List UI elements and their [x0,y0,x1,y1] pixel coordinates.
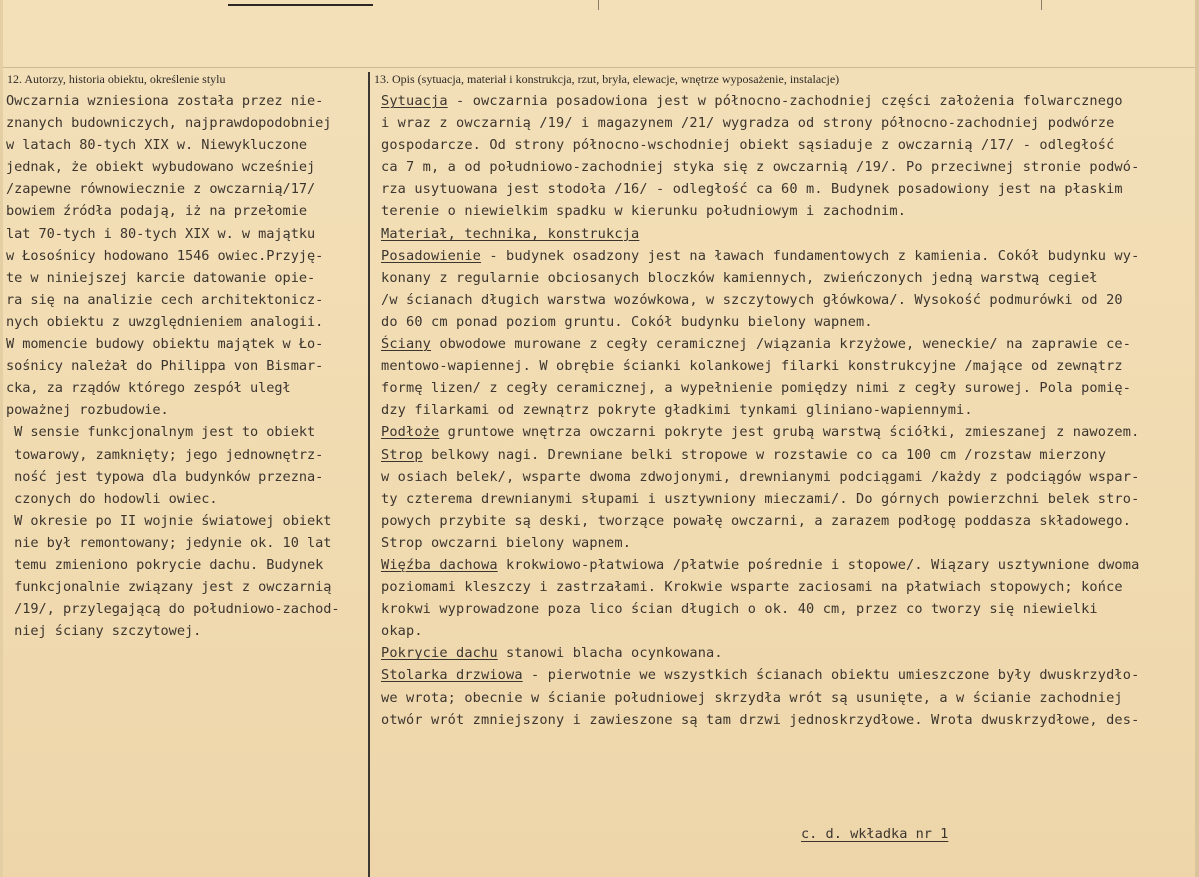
line-text: mentowo-wapiennej. W obrębie ścianki kolankowej filarki konstrukcyjne /mające od zewnątrz [381,358,1123,375]
line-text: - budynek osadzony jest na ławach fundamentowych z kamienia. Cokół budynku wy- [481,247,1140,264]
line-text: dzy filarkami od zewnątrz pokryte gładkimi tynkami gliniano-wapiennymi. [381,402,973,419]
section-13-line [381,642,1193,664]
subsection-heading: Pokrycie dachu [381,645,498,662]
section-12-line: te w niniejszej karcie datowanie opie- [6,269,316,286]
section-12-line: /zapewne równowiecznie z owczarnią/17/ [6,181,316,198]
top-tick-mark [1041,0,1042,10]
section-12-line: cka, za rządów którego zespół uległ [6,380,291,397]
section-13-line [381,510,1193,532]
section-13-line [381,532,1193,554]
section-13-line [381,598,1193,620]
section-13-line [381,554,1193,576]
header-rule [3,67,1195,68]
subsection-heading: Ściany [381,336,432,353]
section-12-line: W okresie po II wojnie światowej obiekt [6,512,332,529]
section-13-line [381,355,1193,377]
section-13-line [381,709,1193,731]
subsection-heading: Stolarka drzwiowa [381,667,523,684]
line-text: obwodowe murowane z cegły ceramicznej /wiązania krzyżowe, weneckie/ na zaprawie ce- [431,336,1132,353]
line-text: krokwi wyprowadzone poza lico ścian długich o ok. 40 cm, przez co tworzy się niewielki [381,601,1098,618]
section-13-line [381,488,1193,510]
section-12-line: W sensie funkcjonalnym jest to obiekt [6,424,316,441]
subsection-heading: Podłoże [381,424,440,441]
section-12-line: /19/, przylegającą do południowo-zachod- [6,601,340,618]
section-13-line [381,200,1193,222]
line-text: do 60 cm ponad poziom gruntu. Cokół budynku bielony wapnem. [381,313,873,330]
section-13-line [381,399,1193,421]
section-13-line [381,223,1193,245]
line-text: Strop owczarni bielony wapnem. [381,534,632,551]
section-12-line: towarowy, zamknięty; jego jednownętrz- [6,446,324,463]
section-12-line: funkcjonalnie związany jest z owczarnią [6,579,332,596]
line-text: formę lizen/ z cegły ceramicznej, a wypełnienie pomiędzy nimi z cegły surowej. Pola pomię- [381,380,1132,397]
section-12-line: ność jest typowa dla budynków przezna- [6,468,324,485]
line-text: ca 7 m, a od południowo-zachodniej styka się z owczarnią /19/. Po przeciwnej stronie podwó- [381,159,1140,176]
top-tick-mark [598,0,599,10]
line-text: okap. [381,623,423,640]
subsection-heading: Strop [381,446,423,463]
section-12-line: poważnej rozbudowie. [6,402,169,419]
line-text: - owczarnia posadowiona jest w północno-zachodniej części założenia folwarcznego [447,93,1123,109]
section-13-line [381,664,1193,686]
section-12-line: w Łosośnicy hodowano 1546 owiec.Przyję- [6,247,324,264]
section-13-line [381,112,1193,134]
line-text: gospodarcze. Od strony północno-wschodniej obiekt sąsiaduje z owczarnią /17/ - odległość [381,137,1115,154]
section-12-body [6,90,366,642]
line-text: krokwiowo-płatwiowa /płatwie pośrednie i stopowe/. Wiązary usztywnione dwoma [497,556,1140,573]
subsection-heading: Posadowienie [381,247,482,264]
subsection-heading: Materiał, technika, konstrukcja [381,225,640,242]
line-text: w osiach belek/, wsparte dwoma zdwojonymi, drewnianymi podciągami /każdy z podciągów wspar- [381,468,1140,485]
section-12-line: W momencie budowy obiektu majątek w Ło- [6,336,324,353]
section-13-line [381,90,1193,112]
section-13-heading: 13. Opis (sytuacja, materiał i konstrukcja, rzut, bryła, elewacje, wnętrze wyposażenie, instalacje) [374,72,840,86]
section-13-line [381,620,1193,642]
section-13-line [381,687,1193,709]
subsection-heading: Więźba dachowa [381,556,498,573]
section-13-line [381,377,1193,399]
section-13-line [381,311,1193,333]
section-12-line: w latach 80-tych XIX w. Niewykluczone [6,137,307,154]
line-text: ty czterema drewnianymi słupami i usztywniony mieczami/. Do górnych powierzchni belek stro- [381,490,1140,507]
section-12-line: ra się na analizie cech architektonicz- [6,291,324,308]
section-13-line [381,576,1193,598]
section-13-line [381,134,1193,156]
section-13-line [381,156,1193,178]
line-text: rza usytuowana jest stodoła /16/ - odległość ca 60 m. Budynek posadowiony jest na płaskim [381,181,1123,198]
line-text: otwór wrót zmniejszony i zawieszone są tam drzwi jednoskrzydłowe. Wrota dwuskrzydłowe, des- [381,711,1140,728]
line-text: gruntowe wnętrza owczarni pokryte jest grubą warstwą ściółki, zmieszanej z nawozem. [439,424,1140,441]
top-rule [228,4,373,6]
section-13-line [381,444,1193,466]
section-12-line: nie był remontowany; jedynie ok. 10 lat [6,534,332,551]
section-12-heading: 12. Autorzy, historia obiektu, określenie stylu [7,72,226,86]
line-text: i wraz z owczarnią /19/ i magazynem /21/ wygradza od strony północno-zachodniej podwórze [381,115,1115,132]
line-text: powych przybite są deski, tworzące powałę owczarni, a zarazem podłogę poddasza składowego. [381,512,1132,529]
line-text: - pierwotnie we wszystkich ścianach obiektu umieszczone były dwuskrzydło- [522,667,1140,684]
line-text: terenie o niewielkim spadku w kierunku południowym i zachodnim. [381,203,907,220]
section-12-line: jednak, że obiekt wybudowano wcześniej [6,159,316,176]
section-12-line: znanych budowniczych, najprawdopodobniej [6,115,332,132]
line-text: stanowi blacha ocynkowana. [497,645,723,662]
line-text: we wrota; obecnie w ścianie południowej skrzydła wrót są usunięte, a w ścianie zachodniej [381,689,1123,706]
column-divider [368,72,370,877]
section-13-line [381,333,1193,355]
line-text: /w ścianach długich warstwa wozówkowa, w szczytowych główkowa/. Wysokość podmurówki od 20 [381,291,1123,308]
section-13-body [381,90,1193,731]
continuation-note: c. d. wkładka nr 1 [801,826,949,842]
section-13-line [381,267,1193,289]
section-12-line: czonych do hodowli owiec. [6,490,218,507]
section-12-line: bowiem źródła podają, iż na przełomie [6,203,307,220]
section-13-line [381,466,1193,488]
section-12-line: Owczarnia wzniesiona została przez nie- [6,93,324,109]
line-text: belkowy nagi. Drewniane belki stropowe w rozstawie co ca 100 cm /rozstaw mierzony [422,446,1107,463]
section-12-line: niej ściany szczytowej. [6,623,202,640]
page-edge-right [1195,0,1199,877]
section-12-line: temu zmieniono pokrycie dachu. Budynek [6,556,324,573]
section-12-line: sośnicy należał do Philippa von Bismar- [6,358,324,375]
section-13-line [381,289,1193,311]
section-12-line: lat 70-tych i 80-tych XIX w. w majątku [6,225,316,242]
page-edge-left [0,0,3,877]
subsection-heading: Sytuacja [381,93,448,109]
line-text: konany z regularnie obciosanych bloczków kamiennych, zwieńczonych jedną warstwą cegieł [381,269,1098,286]
section-13-line [381,421,1193,443]
line-text: poziomami kleszczy i zastrzałami. Krokwie wsparte zaciosami na płatwiach stopowych; końce [381,579,1123,596]
section-13-line [381,178,1193,200]
section-12-line: nych obiektu z uwzględnieniem analogii. [6,313,324,330]
section-13-line [381,245,1193,267]
